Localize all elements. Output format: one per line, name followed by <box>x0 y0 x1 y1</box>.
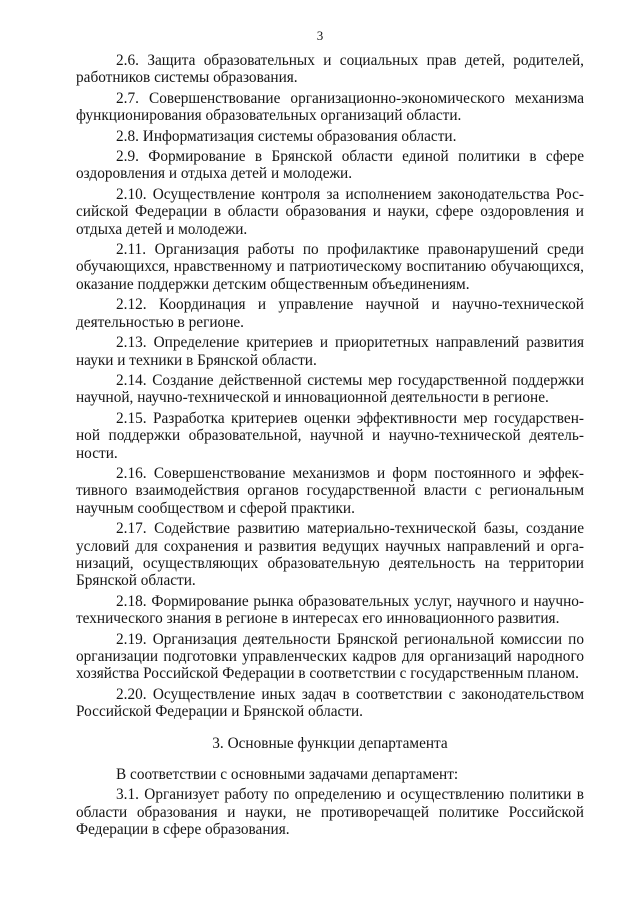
task-item-text: Формирование рынка образовательных услуг, научного и научно-технического знания в регионе в интересах его инновационного развития. <box>76 592 584 628</box>
task-item-number: 2.10. <box>116 185 147 203</box>
task-item-number: 2.17. <box>116 520 147 538</box>
task-item-number: 2.11. <box>116 241 147 259</box>
task-item-text: Защита образовательных и социальных прав детей, родителей, работников системы образования. <box>76 52 584 87</box>
task-item-number: 2.20. <box>116 685 147 703</box>
task-item-text: Организация работы по профилактике правонарушений среди обучающихся, нравственному и патриотическому воспитанию обучающихся, оказание поддержки детским общественным объединениям. <box>76 241 584 293</box>
task-item-number: 2.12. <box>116 296 147 314</box>
page-number: 3 <box>316 28 324 43</box>
document-body <box>76 52 584 842</box>
task-item <box>76 148 584 183</box>
task-item-number: 2.7. <box>116 89 139 107</box>
task-item <box>76 593 584 628</box>
task-item <box>76 128 584 145</box>
task-item-text: Содействие развитию материально-технической базы, создание условий для сохранения и развития ведущих научных направлений и организаций, осуществляющих образовательную деятельность на территории Брянской области. <box>76 520 584 590</box>
task-item-number: 2.18. <box>116 592 147 610</box>
task-item-text: Разработка критериев оценки эффективности мер государственной поддержки образовательной, научной и научно-технической деятельности. <box>76 409 585 462</box>
task-item <box>76 686 584 721</box>
task-item-number: 2.6. <box>116 52 139 69</box>
task-item-number: 2.9. <box>116 148 139 166</box>
task-item <box>76 241 584 293</box>
task-item-number: 2.16. <box>116 464 147 482</box>
task-item <box>76 372 584 407</box>
section-heading: 3. Основные функции департамента <box>212 734 448 752</box>
section-intro: В соответствии с основными задачами департамент: <box>116 766 459 784</box>
task-item-text: Организация деятельности Брянской региональной комиссии по организации подготовки управленческих кадров для организаций народного хозяйства Российской Федерации в соответствии с государственным планом. <box>76 630 585 683</box>
task-item-text: Совершенствование организационно-экономического механизма функционирования образовательных организаций области. <box>76 89 584 125</box>
task-item <box>76 52 584 87</box>
task-item <box>76 296 584 331</box>
task-item-number: 2.15. <box>116 409 147 427</box>
task-item-number: 2.13. <box>116 334 147 352</box>
task-item <box>76 410 584 462</box>
task-item-number: 2.19. <box>116 630 147 648</box>
task-item-text: Определение критериев и приоритетных направлений развития науки и техники в Брянской области. <box>76 334 585 369</box>
task-item <box>76 186 584 238</box>
task-item <box>76 334 584 369</box>
task-item-number: 2.8. <box>116 127 139 145</box>
task-item <box>76 520 584 590</box>
function-item <box>76 786 584 838</box>
tasks-list <box>76 52 584 721</box>
function-item-text: Организует работу по определению и осуществлению политики в области образования и науки, не противоречащей политике Российской Федерации в сфере образования. <box>76 786 584 839</box>
task-item <box>76 465 584 517</box>
task-item-text: Формирование в Брянской области единой политики в сфере оздоровления и отдыха детей и молодежи. <box>76 148 584 183</box>
task-item-number: 2.14. <box>116 371 147 389</box>
task-item <box>76 90 584 125</box>
task-item-text: Создание действенной системы мер государственной поддержки научной, научно-технической и инновационной деятельности в регионе. <box>76 371 584 407</box>
task-item-text: Осуществление контроля за исполнением законодательства Российской Федерации в области образования и науки, сфере оздоровления и отдыха детей и молодежи. <box>76 185 584 238</box>
task-item-text: Совершенствование механизмов и форм постоянного и эффективного взаимодействия органов государственной власти с региональным научным сообществом и сферой практики. <box>76 464 584 517</box>
task-item-text: Информатизация системы образования области. <box>142 127 457 145</box>
function-item-number: 3.1. <box>116 786 139 804</box>
functions-list <box>76 786 584 838</box>
task-item-text: Осуществление иных задач в соответствии с законодательством Российской Федерации и Брянской области. <box>76 685 584 721</box>
task-item-text: Координация и управление научной и научно-технической деятельностью в регионе. <box>76 296 584 331</box>
task-item <box>76 631 584 683</box>
